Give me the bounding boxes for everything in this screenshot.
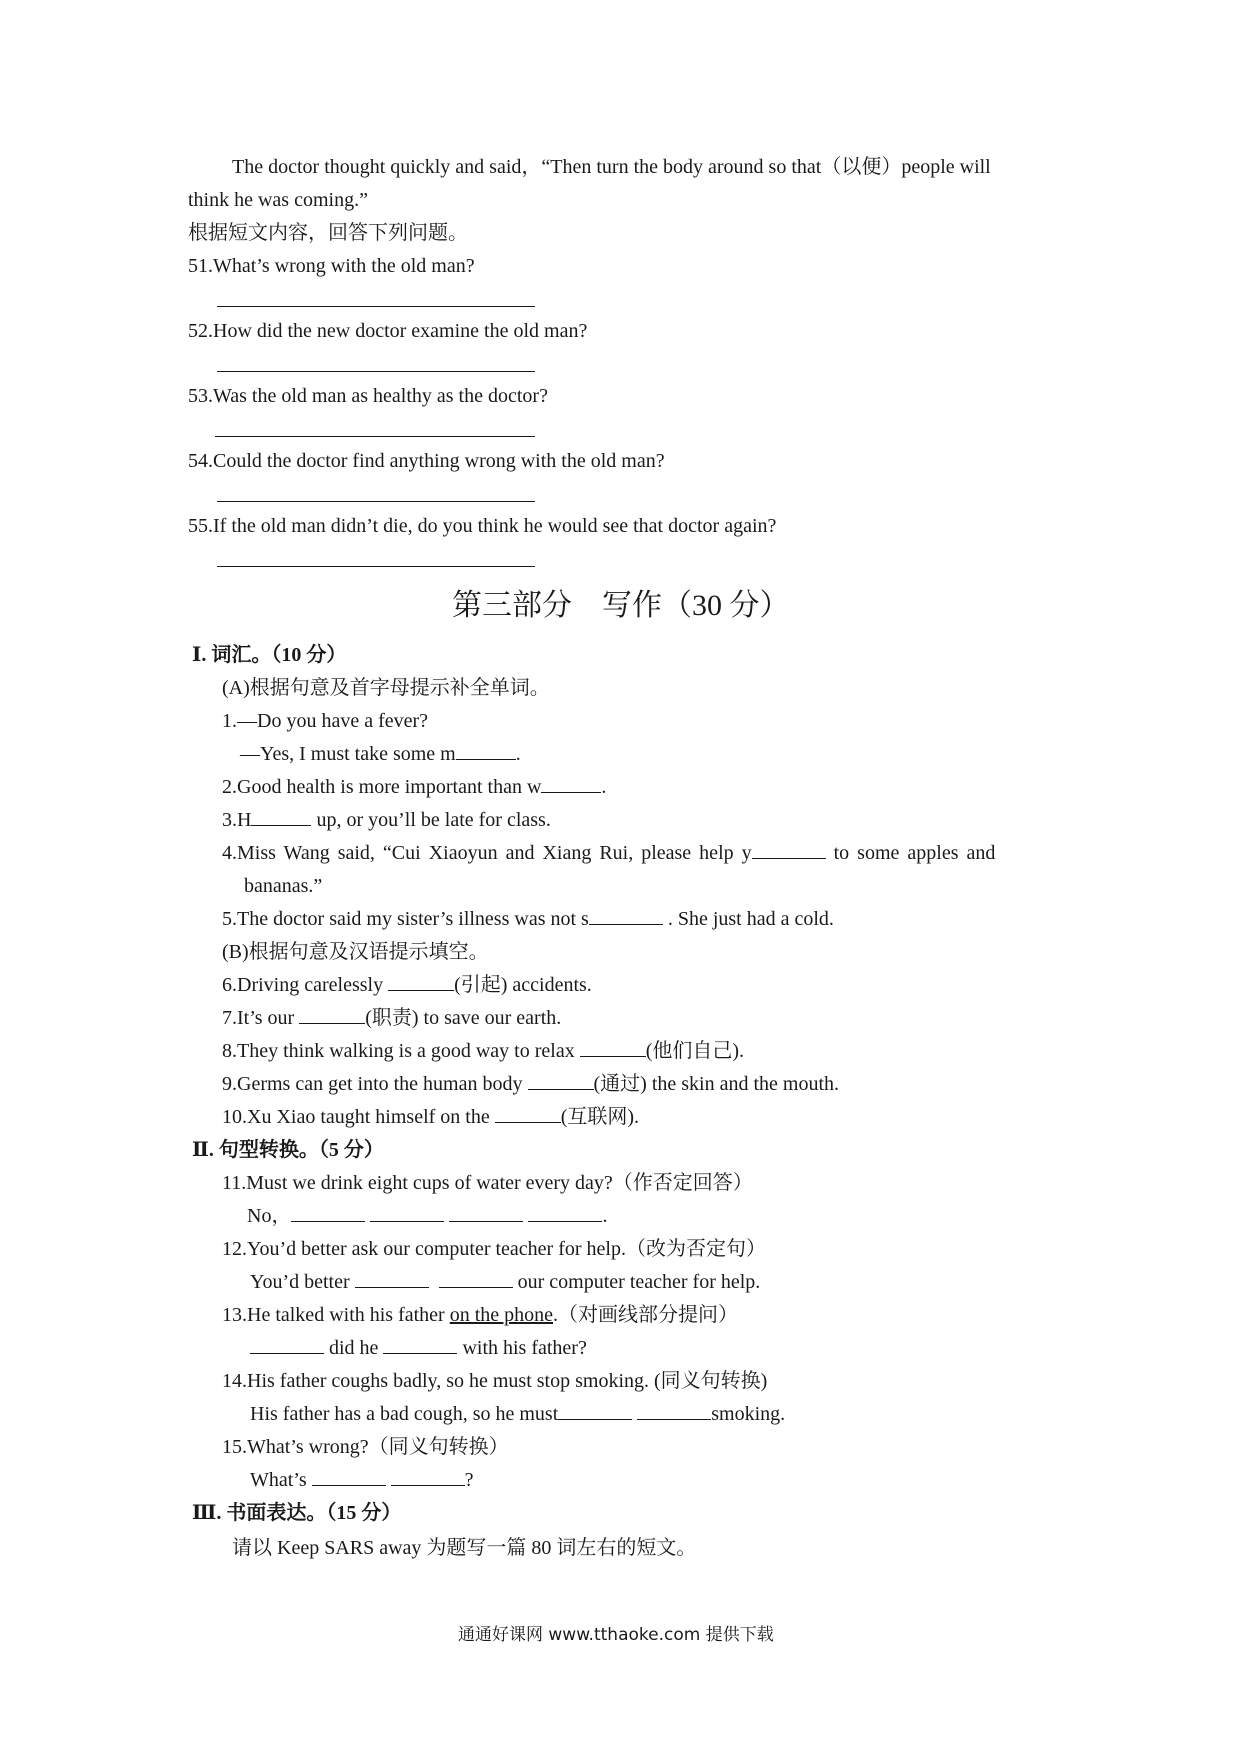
reading-instruction: 根据短文内容，回答下列问题。 — [188, 222, 468, 244]
vocab-q4-text: 4.Miss Wang said, “Cui Xiaoyun and Xiang Rui, please help y — [222, 842, 752, 864]
transform-q11-prefix: No， — [247, 1205, 292, 1227]
transform-q15: 15.What’s wrong?（同义句转换） — [222, 1436, 509, 1458]
vocab-q10-text: 10.Xu Xiao taught himself on the — [222, 1106, 495, 1128]
vocab-q9-end: (通过) the skin and the mouth. — [593, 1073, 840, 1095]
transform-q12-blank-2[interactable] — [439, 1269, 513, 1288]
vocab-q2-text: 2.Good health is more important than w — [222, 776, 542, 798]
vocab-q8 — [222, 1038, 744, 1064]
question-51: 51.What’s wrong with the old man? — [188, 255, 475, 277]
transform-q13-mid: did he — [324, 1337, 384, 1359]
transform-q12-blank-1[interactable] — [355, 1269, 429, 1288]
passage-line-2: think he was coming.” — [188, 189, 368, 211]
transform-q15-blank-1[interactable] — [312, 1467, 386, 1486]
vocab-q3 — [222, 807, 551, 833]
vocab-q9-blank[interactable] — [528, 1071, 594, 1090]
transform-q13-underlined: on the phone — [449, 1304, 554, 1326]
transform-q11-blank-4[interactable] — [528, 1203, 602, 1222]
vocab-q3-text: 3.H — [222, 809, 252, 831]
vocab-q2-end: . — [601, 776, 607, 798]
vocab-q8-text: 8.They think walking is a good way to relax — [222, 1040, 580, 1062]
transform-q12-prefix: You’d better — [250, 1271, 355, 1293]
vocab-q7-text: 7.It’s our — [222, 1007, 300, 1029]
vocab-q8-blank[interactable] — [580, 1038, 646, 1057]
transform-q11-blank-3[interactable] — [449, 1203, 523, 1222]
transform-q11-blank-2[interactable] — [370, 1203, 444, 1222]
transform-q12-answer — [250, 1269, 760, 1295]
vocab-q1-text: —Yes, I must take some m — [240, 743, 456, 765]
transform-q12-end: our computer teacher for help. — [512, 1271, 761, 1293]
transform-q15-end: ? — [464, 1469, 474, 1491]
transform-q13-end2: with his father? — [457, 1337, 587, 1359]
transform-q14-end: smoking. — [711, 1403, 786, 1425]
vocab-q10-blank[interactable] — [495, 1104, 561, 1123]
vocab-q3-end: up, or you’ll be late for class. — [311, 809, 551, 831]
vocab-q5-text: 5.The doctor said my sister’s illness was not s — [222, 908, 589, 930]
vocab-q4-end: to some apples and — [825, 842, 996, 864]
question-54: 54.Could the doctor find anything wrong with the old man? — [188, 450, 665, 472]
transform-q14-blank-2[interactable] — [637, 1401, 711, 1420]
transform-q12: 12.You’d better ask our computer teacher for help.（改为否定句） — [222, 1238, 766, 1260]
transform-q13-text: 13.He talked with his father — [222, 1304, 450, 1326]
vocab-q5-end: . She just had a cold. — [662, 908, 834, 930]
vocab-q1-blank[interactable] — [456, 741, 516, 760]
transform-q11-answer — [247, 1203, 607, 1229]
vocab-q6-end: (引起) accidents. — [454, 974, 592, 996]
vocab-q9-text: 9.Germs can get into the human body — [222, 1073, 528, 1095]
section-1b-instruction: (B)根据句意及汉语提示填空。 — [222, 941, 489, 963]
question-55: 55.If the old man didn’t die, do you think he would see that doctor again? — [188, 515, 777, 537]
vocab-q1-question: 1.—Do you have a fever? — [222, 710, 429, 732]
transform-q14-blank-1[interactable] — [558, 1401, 632, 1420]
transform-q11: 11.Must we drink eight cups of water every day?（作否定回答） — [222, 1172, 753, 1194]
part-three-title: 第三部分 写作（30 分） — [452, 589, 790, 622]
section-1-title: Ⅰ. 词汇。（10 分） — [192, 644, 347, 666]
transform-q14-answer — [250, 1401, 785, 1427]
transform-q13-blank-1[interactable] — [250, 1335, 324, 1354]
question-52: 52.How did the new doctor examine the old man? — [188, 320, 588, 342]
section-1a-instruction: (A)根据句意及首字母提示补全单词。 — [222, 677, 550, 699]
transform-q13 — [222, 1302, 738, 1328]
vocab-q4 — [222, 840, 995, 866]
transform-q13-end: .（对画线部分提问） — [553, 1304, 739, 1326]
question-53: 53.Was the old man as healthy as the doctor? — [188, 385, 548, 407]
transform-q15-prefix: What’s — [250, 1469, 312, 1491]
vocab-q3-blank[interactable] — [251, 807, 311, 826]
vocab-q5 — [222, 906, 834, 932]
vocab-q5-blank[interactable] — [589, 906, 663, 925]
section-2-title: Ⅱ. 句型转换。（5 分） — [192, 1139, 384, 1161]
vocab-q1-end: . — [515, 743, 521, 765]
transform-q11-end: . — [602, 1205, 608, 1227]
vocab-q10 — [222, 1104, 639, 1130]
vocab-q9 — [222, 1071, 839, 1097]
vocab-q8-end: (他们自己). — [645, 1040, 745, 1062]
transform-q11-blank-1[interactable] — [291, 1203, 365, 1222]
vocab-q6-text: 6.Driving carelessly — [222, 974, 389, 996]
vocab-q4-blank[interactable] — [752, 840, 826, 859]
transform-q15-blank-2[interactable] — [391, 1467, 465, 1486]
passage-line-1: The doctor thought quickly and said，“Then turn the body around so that（以便）people will — [232, 156, 991, 178]
vocab-q7 — [222, 1005, 561, 1031]
answer-line-52[interactable] — [217, 371, 535, 372]
transform-q14: 14.His father coughs badly, so he must stop smoking. (同义句转换) — [222, 1370, 768, 1392]
vocab-q6 — [222, 972, 592, 998]
vocab-q2-blank[interactable] — [541, 774, 601, 793]
section-3-title: Ⅲ. 书面表达。（15 分） — [192, 1502, 402, 1524]
writing-prompt: 请以 Keep SARS away 为题写一篇 80 词左右的短文。 — [232, 1537, 697, 1559]
page-footer: 通通好课网 www.tthaoke.com 提供下载 — [458, 1625, 774, 1645]
vocab-q2 — [222, 774, 606, 800]
vocab-q10-end: (互联网). — [560, 1106, 640, 1128]
answer-line-53[interactable] — [215, 436, 535, 437]
transform-q15-answer — [250, 1467, 474, 1493]
transform-q13-answer — [250, 1335, 587, 1361]
vocab-q1-answer-line — [240, 741, 521, 767]
transform-q14-prefix: His father has a bad cough, so he must — [250, 1403, 559, 1425]
vocab-q4-continued: bananas.” — [244, 875, 323, 897]
vocab-q7-blank[interactable] — [299, 1005, 365, 1024]
answer-line-54[interactable] — [217, 501, 535, 502]
answer-line-51[interactable] — [217, 306, 535, 307]
transform-q13-blank-2[interactable] — [383, 1335, 457, 1354]
vocab-q7-end: (职责) to save our earth. — [365, 1007, 562, 1029]
vocab-q6-blank[interactable] — [388, 972, 454, 991]
answer-line-55[interactable] — [217, 566, 535, 567]
